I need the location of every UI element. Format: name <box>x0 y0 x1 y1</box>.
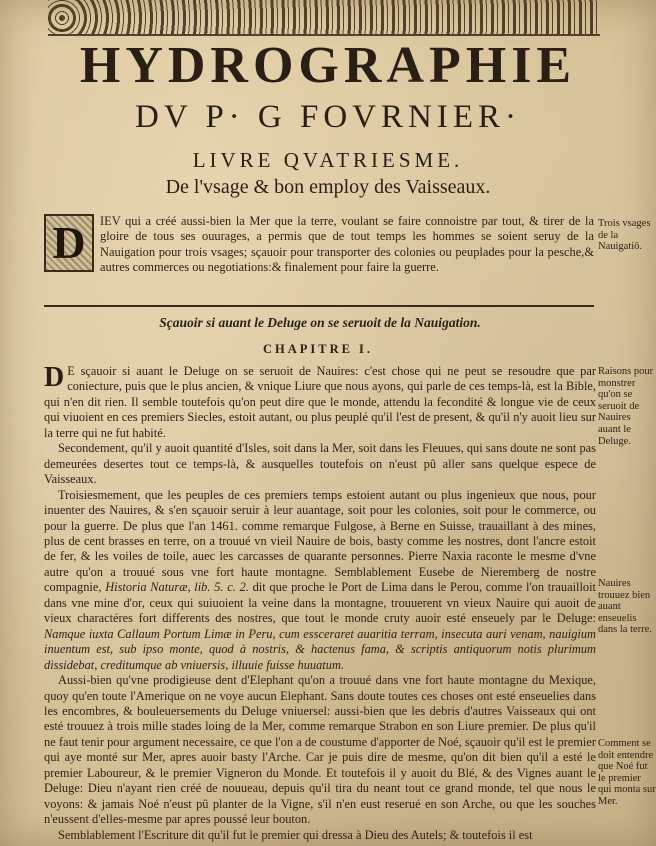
paragraph-initial: D <box>44 362 65 393</box>
margin-note-3: Nauires trouuez bien auant enseuelis dans la terre. <box>598 578 652 636</box>
chapter-heading: CHAPITRE I. <box>262 342 374 356</box>
section-title: Sçauoir si auant le Deluge on se seruoit de la Nauigation. <box>159 315 481 330</box>
intro-text: IEV qui a créé aussi-bien la Mer que la terre, voulant se faire connoistre par tout, & tirer de la gloire de tous ses ouurages, a permis que de tout temps les hommes se soient seruy de la Nauigation pour trois vsages; sçauoir pour transporter des colonies ou peuplades pour la pesche,& autres commerces ou negotiations:& finalement pour faire la guerre. <box>100 214 594 275</box>
dropcap-letter: D <box>46 216 92 270</box>
margin-note-1: Trois vsages de la Nauigatiō. <box>598 218 651 253</box>
intro-paragraph <box>44 214 594 276</box>
author-line: DV P· G FOVRNIER· <box>135 99 521 135</box>
margin-note-4: Comment se doit entendre que Noé fut le premier qui monta sur Mer. <box>598 738 656 807</box>
paragraph-2: Secondement, qu'il y auoit quantité d'Isles, soit dans la Mer, soit dans les Fleuues, qui sans doute ne sont pas demeurées desertes tout ce temps-là, & ausquelles toutefois on n'eust pû aller sans quelque espece de Vaisseaux. <box>44 441 596 487</box>
paragraph-4: Aussi-bien qu'vne prodigieuse dent d'Elephant qu'on a trouué dans vne fort haute montagne du Mexique, quoy qu'en toute l'Amerique on ne voye aucun Elephant. Sans doute toutes ces choses ont esté enseuelies dans les encombres, & bouleuersements du Deluge vniuersel: aussi-bien que les debris d'autres Vaisseaux qui ont esté trouuez à trois mille stades loing de la Mer, comme remarque Strabon en son Liure premier. De plus qu'il ne faut tenir pour argument necessaire, ce que l'on a de coustume d'apporter de Noé, sçauoir qu'il est le premier qui aye monté sur Mer, apres auoir basty l'Arche. Car je puis dire de mesme, qu'on dit bien qu'il a esté le premier Laboureur, & le premier Vigneron du Monde. Et toutefois il y auoit du Blé, & des Vignes auant le Deluge: Dieu n'ayant rien créé de nouueau, depuis qu'il tira du neant tout ce grand monde, tel que nous le voyons: & jamais Noé n'eust pû planter de la Vigne, s'il n'en eust reserué en son Arche, ou que les souches n'eussent d'elles-mesme par apres poussé leur bouton. <box>44 673 596 827</box>
chapter-body <box>44 364 596 843</box>
page-title: HYDROGRAPHIE <box>79 37 577 94</box>
decorative-header-band <box>48 0 600 36</box>
paragraph-text: E sçauoir si auant le Deluge on se seruoit de Nauires: c'est chose qui ne peut se resoudre que par coniecture, puis que le plus ancien, & vnique Liure que nous ayons, qui parle de ces temps-là, est la Bible, qui n'en dit rien. Il semble toutefois qu'on peut dire que le monde, attendu la fecondité & longue vie de ceux qui viuoient en ces premiers Siecles, estoit autant, ou plus peuplé qu'il l'est de present, & qu'il n'y auoit lieu sur la terre qui ne fut habité. <box>44 364 596 440</box>
book-subject: De l'vsage & bon employ des Vaisseaux. <box>165 176 491 198</box>
paragraph-1 <box>44 364 596 441</box>
paragraph-text: Troisiesmement, que les peuples de ces premiers temps estoient autant ou plus ingenieux que nous, pour inuenter des Nauires, & s'en sçauoir seruir à leur auantage, soit pour les colonies, soit pour le commerce, ou pour la guerre. De plus que l'an 1461. comme remarque Fulgose, à Berne en Suisse, trauaillant à des mines, plus de cent brasses en terre, on a trouué vn vieil Nauire de bois, basty comme les nostres, dont l'ancre estoit de fer, & les voiles de toile, auec les carcasses de quarante personnes. Pierre Naxia raconte le mesme d'vne autre qu'on a trouué sous vne fort haute montagne. Semblablement Eusebe de Nieremberg de nostre compagnie, <box>44 487 596 595</box>
citation: Historia Naturæ, lib. 5. c. 2. <box>105 580 249 595</box>
paragraph-text: dit que proche le Port de Lima dans le Perou, comme l'on trauailloit dans vne mine d'or, ceux qui suiuoient la veine dans la montagne, trouuerent vn vieux Nauire qui auoit de vieux charactéres fort differents des nostres, que tout le monde cruty auoir esté enseuely par le Deluge: <box>44 580 596 626</box>
book-heading: LIVRE QVATRIESME. <box>192 148 464 172</box>
paragraph-5: Semblablement l'Escriture dit qu'il fut le premier qui dressa à Dieu des Autels; & toutefois il est <box>58 827 533 842</box>
ornamental-initial <box>44 214 94 272</box>
section-divider <box>44 305 594 307</box>
margin-note-2: Raisons pour monstrer qu'on se seruoit de Nauires auant le Deluge. <box>598 366 654 447</box>
latin-quotation: Namque iuxta Callaum Portum Limæ in Peru, cum essceraret auaritia terram, insecuta auri venam, nauigium inuentum est, sub ipso monte, quod à nostris, & hactenus fama, & scriptis antiquorum notis plurimum dissidebat, creditumque ab vniuersis, illuuie fuisse huuatum. <box>44 626 596 672</box>
paragraph-3 <box>44 488 596 673</box>
